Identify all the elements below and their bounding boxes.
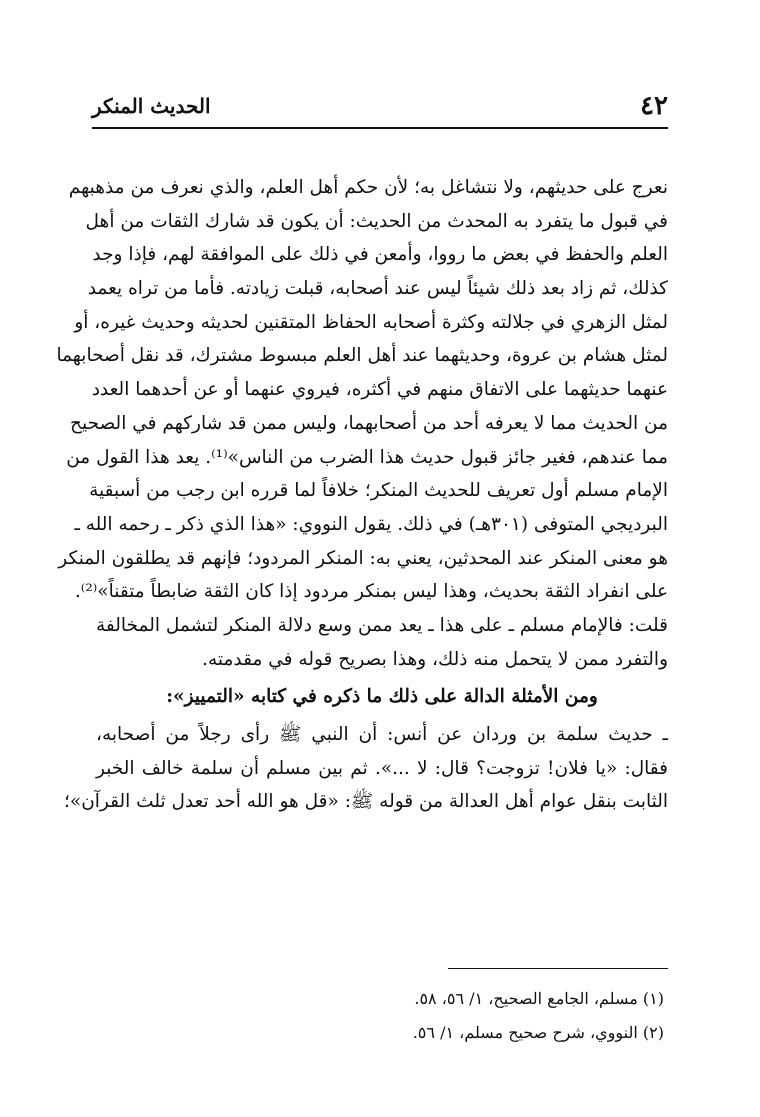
body-text: [56, 171, 668, 819]
body-line: عنهما حديثهما على الاتفاق منهم في أكثره، فيروي عنهما أو عن أحدهما العدد: [91, 379, 668, 401]
body-line: لمثل الزهري في جلالته وكثرة أصحابه الحفاظ المتقنين لحديثه وحديث غيره، أو: [74, 311, 668, 333]
footnote-rule: [448, 968, 668, 969]
example-line: فقال: «يا فلان! تزوجت؟ قال: لا ...». ثم بين مسلم أن سلمة خالف الخبر: [96, 757, 668, 779]
footnote: (١) مسلم، الجامع الصحيح، ١/ ٥٦، ٥٨.: [414, 989, 664, 1008]
body-line: البرديجي المتوفى (٣٠١هـ) في ذلك. يقول النووي: «هذا الذي ذكر ـ رحمه الله ـ: [74, 513, 668, 535]
body-line: نعرج على حديثهم، ولا نتشاغل به؛ لأن حكم أهل العلم، والذي نعرف من مذهبهم: [68, 177, 668, 198]
qult-line: والتفرد ممن لا يتحمل منه ذلك، وهذا بصريح قوله في مقدمته.: [202, 648, 668, 670]
example-line: ـ حديث سلمة بن وردان عن أنس: أن النبي ﷺ رأى رجلاً من أصحابه،: [96, 724, 668, 745]
body-line: على انفراد الثقة بحديث، وهذا ليس بمنكر مردود إذا كان الثقة ضابطاً متقناً»⁽²⁾.: [74, 581, 668, 603]
body-line: في قبول ما يتفرد به المحدث من الحديث: أن يكون قد شارك الثقات من أهل: [85, 210, 668, 232]
header-rule: [92, 127, 668, 129]
running-title: الحديث المنكر: [92, 94, 211, 118]
qult-line: قلت: فالإمام مسلم ـ على هذا ـ يعد ممن وسع دلالة المنكر لتشمل المخالفة: [96, 614, 668, 636]
body-line: مما عندهم، فغير جائز قبول حديث هذا الضرب من الناس»⁽¹⁾. يعد هذا القول من: [66, 446, 668, 468]
example-line: الثابت بنقل عوام أهل العدالة من قوله ﷺ: «قل هو الله أحد تعدل ثلث القرآن»؛: [64, 791, 668, 813]
page-header: [92, 88, 668, 124]
footnote: (٢) النووي، شرح صحيح مسلم، ١/ ٥٦.: [412, 1023, 664, 1042]
body-line: العلم والحفظ في بعض ما رووا، وأمعن في ذلك على الموافقة لهم، فإذا وجد: [92, 244, 668, 266]
body-line: من الحديث مما لا يعرفه أحد من أصحابهما، وليس ممن قد شاركهم في الصحيح: [70, 412, 668, 434]
body-line: الإمام مسلم أول تعريف للحديث المنكر؛ خلافاً لما قرره ابن رجب من أسبقية: [89, 480, 668, 502]
body-line: لمثل هشام بن عروة، وحديثهما عند أهل العلم مبسوط مشترك، قد نقل أصحابهما: [56, 345, 668, 367]
footnotes: [92, 982, 664, 1050]
body-line: هو معنى المنكر عند المحدثين، يعني به: المنكر المردود؛ فإنهم قد يطلقون المنكر: [58, 547, 668, 569]
section-subheading: ومن الأمثلة الدالة على ذلك ما ذكره في كتابه «التمييز»:: [166, 686, 598, 708]
page-number: ٤٢: [640, 91, 668, 121]
body-line: كذلك، ثم زاد بعد ذلك شيئاً ليس عند أصحابه، قبلت زيادته. فأما من تراه يعمد: [87, 278, 668, 300]
